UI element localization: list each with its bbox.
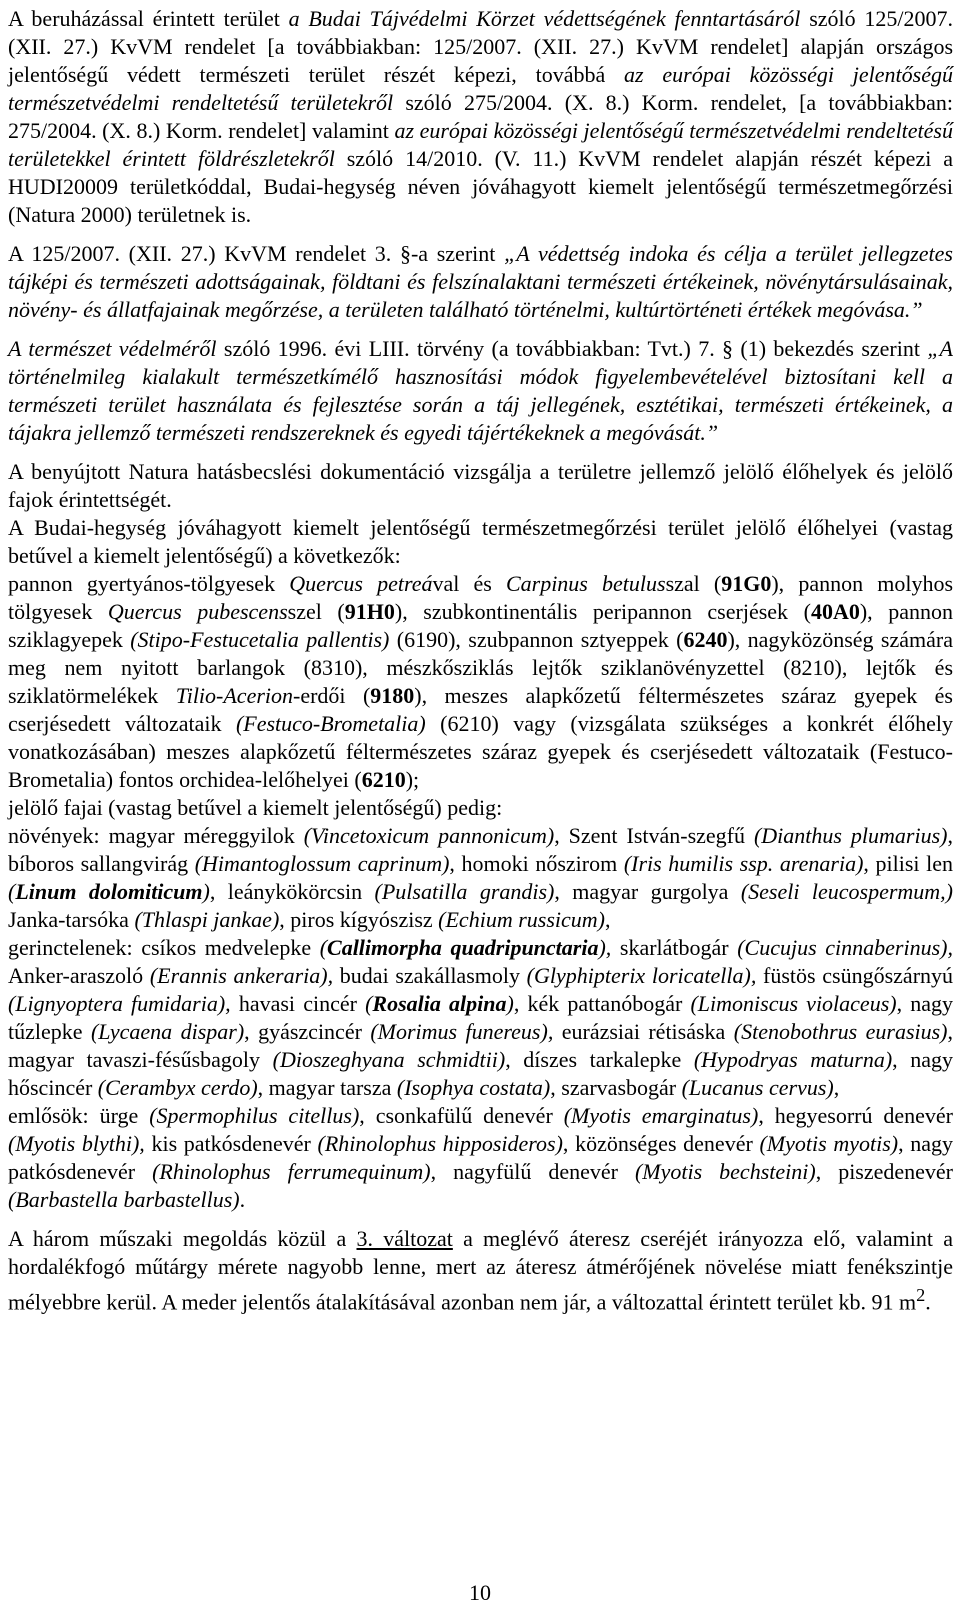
text-run: . (239, 1187, 246, 1212)
italic-text: (Dianthus plumarius) (753, 823, 948, 848)
text-run: , homoki nőszirom (449, 851, 624, 876)
text-run: (6190), szubpannon sztyeppek ( (389, 627, 684, 652)
italic-text: (Limoniscus violaceus) (690, 991, 897, 1016)
text-run: a meglévő áteresz cseréjét irányozza elő, valamint a hordalékfogó műtárgy mérete nagyobb lenne, mert az áteresz átmérőjének növelése miatt fenékszintje mélyebbre kerül. A meder jelentős átalakításával azonban nem jár, a változattal érintett terület kb. 91 m (8, 1226, 953, 1315)
text-run: , leánykökörcsin (209, 879, 375, 904)
italic-text: (Rhinolophus ferrumequinum) (152, 1159, 431, 1184)
paragraph (8, 5, 953, 229)
underlined-text: 3. változat (356, 1226, 453, 1251)
italic-text: „A védettség indoka és célja a terület jellegzetes tájképi és természeti adottságainak, földtani és felszínalaktani természeti értékeinek, növénytársulásainak, növény- és állatfajainak megőrzése, a területen található történelmi, kultúrtörténeti értékek megóvása.” (8, 241, 953, 322)
text-run: ), pannon sziklagyepek (8, 599, 954, 652)
text-run: , piszedenevér (815, 1159, 954, 1184)
italic-text: ( (8, 879, 16, 904)
italic-text: ( (319, 935, 328, 960)
italic-text: (Iris humilis ssp. arenaria) (623, 851, 864, 876)
paragraph (8, 934, 953, 1102)
text-run: Janka-tarsóka (8, 907, 135, 932)
italic-text: (Festuco-Brometalia) (235, 711, 426, 736)
body-text (8, 5, 953, 1316)
paragraph (8, 1102, 953, 1214)
text-run: ), meszes alapkőzetű féltermészetes száraz gyepek és cserjésedett változataik (8, 683, 953, 736)
italic-text: az európai közösségi jelentőségű természetvédelmi rendeltetésű területekkel érintett földrészletekről (8, 118, 953, 171)
text-run: (6210) vagy (vizsgálata szükséges a konkrét élőhely vonatkozásában) meszes alapkőzetű féltermészetes száraz gyepek és cserjésedett változataik (Festuco-Brometalia) fontos orchidea-lelőhelyei ( (8, 711, 953, 792)
text-run: szóló 275/2004. (X. 8.) Korm. rendelet, [a továbbiakban: 275/2004. (X. 8.) Korm. rendelet] valamint (8, 90, 953, 143)
text-run: A 125/2007. (XII. 27.) KvVM rendelet 3. §-a szerint (8, 241, 505, 266)
text-run: , hegyesorrú denevér (758, 1103, 953, 1128)
bold-text: Linum dolomiticum (15, 879, 203, 904)
text-run: A Budai-hegység jóváhagyott kiemelt jelentőségű természetmegőrzési terület jelölő élőhelyei (vastag betűvel a kiemelt jelentőségű) a következők: (8, 515, 953, 568)
italic-text: ) (202, 879, 210, 904)
text-run: eurázsiai rétisáska (553, 1019, 734, 1044)
italic-text: (Hypodryas maturna) (693, 1047, 893, 1072)
italic-text: (Echium russicum) (438, 907, 605, 932)
paragraph (8, 794, 953, 822)
text-run: , magyar gurgolya (554, 879, 741, 904)
text-run: kis patkósdenevér (144, 1131, 318, 1156)
italic-text: (Himantoglossum caprinum) (194, 851, 450, 876)
text-run: pannon gyertyános-tölgyesek (8, 571, 290, 596)
italic-text: (Erannis ankeraria), (149, 963, 334, 988)
text-run: , díszes tarkalepke (505, 1047, 694, 1072)
text-run: , gyászcincér (244, 1019, 371, 1044)
paragraph (8, 335, 953, 447)
italic-text: (Spermophilus citellus) (149, 1103, 360, 1128)
text-run: szel ( (287, 599, 345, 624)
italic-text: Quercus pubescens (107, 599, 288, 624)
italic-text: (Rhinolophus hipposideros) (317, 1131, 563, 1156)
text-run: , nagy tűzlepke (8, 991, 954, 1044)
italic-text: ) (506, 991, 514, 1016)
text-run: füstös csüngőszárnyú (756, 963, 954, 988)
text-run: , (833, 1075, 840, 1100)
paragraph (8, 240, 953, 324)
text-run: -erdői ( (293, 683, 371, 708)
paragraph (8, 1225, 953, 1316)
bold-text: Rosalia alpina (372, 991, 507, 1016)
italic-text: (Lycaena dispar) (90, 1019, 245, 1044)
text-run: szal ( (665, 571, 722, 596)
text-run: A benyújtott Natura hatásbecslési dokumentáció vizsgálja a területre jellemző jelölő élőhelyek és jelölő fajok érintettségét. (8, 459, 953, 512)
italic-text: (Pulsatilla grandis) (374, 879, 555, 904)
text-run: Anker-araszoló (8, 963, 150, 988)
text-run: , magyar tarsza (257, 1075, 397, 1100)
text-run: , (604, 907, 611, 932)
italic-text: (Morimus funereus), (370, 1019, 554, 1044)
text-run: , nagy patkósdenevér (8, 1131, 954, 1184)
text-run: ), nagyközönség számára meg nem nyitott barlangok (8310), mészkősziklás lejtők sziklanövényzettel (8210), lejtők és sziklatörmelékek (8, 627, 953, 708)
text-run: szóló 14/2010. (V. 11.) KvVM rendelet alapján részét képezi a HUDI20009 területkóddal, Budai-hegység néven jóváhagyott kiemelt jelentőségű természetmegőrzési (Natura 2000) területnek is. (8, 146, 953, 227)
italic-text: az európai közösségi jelentőségű természetvédelmi rendeltetésű területekről (8, 62, 953, 115)
text-run: , pilisi len (863, 851, 953, 876)
text-run: . (925, 1289, 931, 1315)
text-run: szóló 125/2007. (XII. 27.) KvVM rendelet [a továbbiakban: 125/2007. (XII. 27.) KvVM rendelet] alapján országos jelentőségű védett természeti terület részét képezi, továbbá (8, 6, 954, 87)
text-run: skarlátbogár (611, 935, 738, 960)
text-run: jelölő fajai (vastag betűvel a kiemelt jelentőségű) pedig: (8, 795, 503, 820)
italic-text: Tilio-Acerion (175, 683, 294, 708)
italic-text: (Seseli leucospermum,) (740, 879, 954, 904)
italic-text: Quercus petreá (289, 571, 433, 596)
paragraph (8, 570, 953, 794)
bold-text: 91H0 (344, 599, 395, 624)
text-run: val és (432, 571, 506, 596)
italic-text: Carpinus betulus (505, 571, 666, 596)
italic-text: (Barbastella barbastellus) (8, 1187, 240, 1212)
italic-text: (Stenobothrus eurasius) (733, 1019, 948, 1044)
italic-text: (Myotis blythi), (8, 1131, 145, 1156)
bold-text: 40A0 (810, 599, 860, 624)
paragraph (8, 822, 953, 934)
italic-text: „A történelmileg kialakult természetkímélő hasznosítási módok figyelembevételével biztosítani kell a természeti terület használata és fejlesztése során a táj jellegének, esztétikai, természeti értékeinek, a tájakra jellemző természeti rendszereknek és egyedi tájértékeknek a megóvását.” (8, 336, 953, 445)
italic-text: (Myotis bechsteini) (634, 1159, 816, 1184)
text-run: , kék pattanóbogár (513, 991, 691, 1016)
italic-text: a Budai Tájvédelmi Körzet védettségének fenntartásáról (288, 6, 801, 31)
text-run: havasi cincér (230, 991, 366, 1016)
bold-text: 91G0 (721, 571, 772, 596)
italic-text: (Stipo-Festucetalia pallentis) (130, 627, 390, 652)
italic-text: (Myotis emarginatus) (563, 1103, 759, 1128)
paragraph (8, 514, 953, 570)
text-run: , csonkafülű denevér (359, 1103, 564, 1128)
text-run: , nagy hőscincér (8, 1047, 954, 1100)
italic-text: A természet védelméről (8, 336, 217, 361)
italic-text: ), (598, 935, 612, 960)
superscript: 2 (916, 1285, 926, 1305)
text-run: A három műszaki megoldás közül a (8, 1226, 357, 1251)
text-run: budai szakállasmoly (333, 963, 527, 988)
italic-text: (Cucujus cinnaberinus), (737, 935, 953, 960)
text-run: , közönséges denevér (562, 1131, 760, 1156)
italic-text: (Dioszeghyana schmidtii) (272, 1047, 506, 1072)
text-run: szóló 1996. évi LIII. törvény (a továbbiakban: Tvt.) 7. § (1) bekezdés szerint (216, 336, 928, 361)
bold-text: 6210 (361, 767, 406, 792)
paragraph (8, 458, 953, 514)
italic-text: (Glyphipterix loricatella), (526, 963, 757, 988)
page-number: 10 (469, 1580, 491, 1605)
text-run: A beruházással érintett terület (8, 6, 289, 31)
text-run: ), pannon molyhos tölgyesek (8, 571, 954, 624)
italic-text: (Isophya costata) (396, 1075, 551, 1100)
bold-text: 9180 (370, 683, 415, 708)
italic-text: (Lignyoptera fumidaria), (8, 991, 231, 1016)
text-run: gerinctelenek: csíkos medvelepke (8, 935, 320, 960)
italic-text: (Lucanus cervus) (681, 1075, 834, 1100)
italic-text: ( (365, 991, 373, 1016)
italic-text: (Cerambyx cerdo) (97, 1075, 258, 1100)
text-run: , nagyfülű denevér (430, 1159, 635, 1184)
bold-text: 6240 (683, 627, 728, 652)
italic-text: (Myotis myotis) (759, 1131, 899, 1156)
bold-text: Callimorpha quadripunctaria (327, 935, 599, 960)
text-run: növények: magyar méreggyilok (8, 823, 304, 848)
italic-text: (Thlaspi jankae) (134, 907, 280, 932)
text-run: , Szent István-szegfű (554, 823, 754, 848)
text-run: ); (405, 767, 420, 792)
text-run: , magyar tavaszi-fésűsbagoly (8, 1019, 954, 1072)
italic-text: (Vincetoxicum pannonicum) (303, 823, 555, 848)
text-run: , piros kígyószisz (279, 907, 439, 932)
text-run: emlősök: ürge (8, 1103, 150, 1128)
text-run: ), szubkontinentális peripannon cserjések ( (394, 599, 811, 624)
text-run: , bíboros sallangvirág (8, 823, 953, 876)
text-run: , szarvasbogár (550, 1075, 682, 1100)
